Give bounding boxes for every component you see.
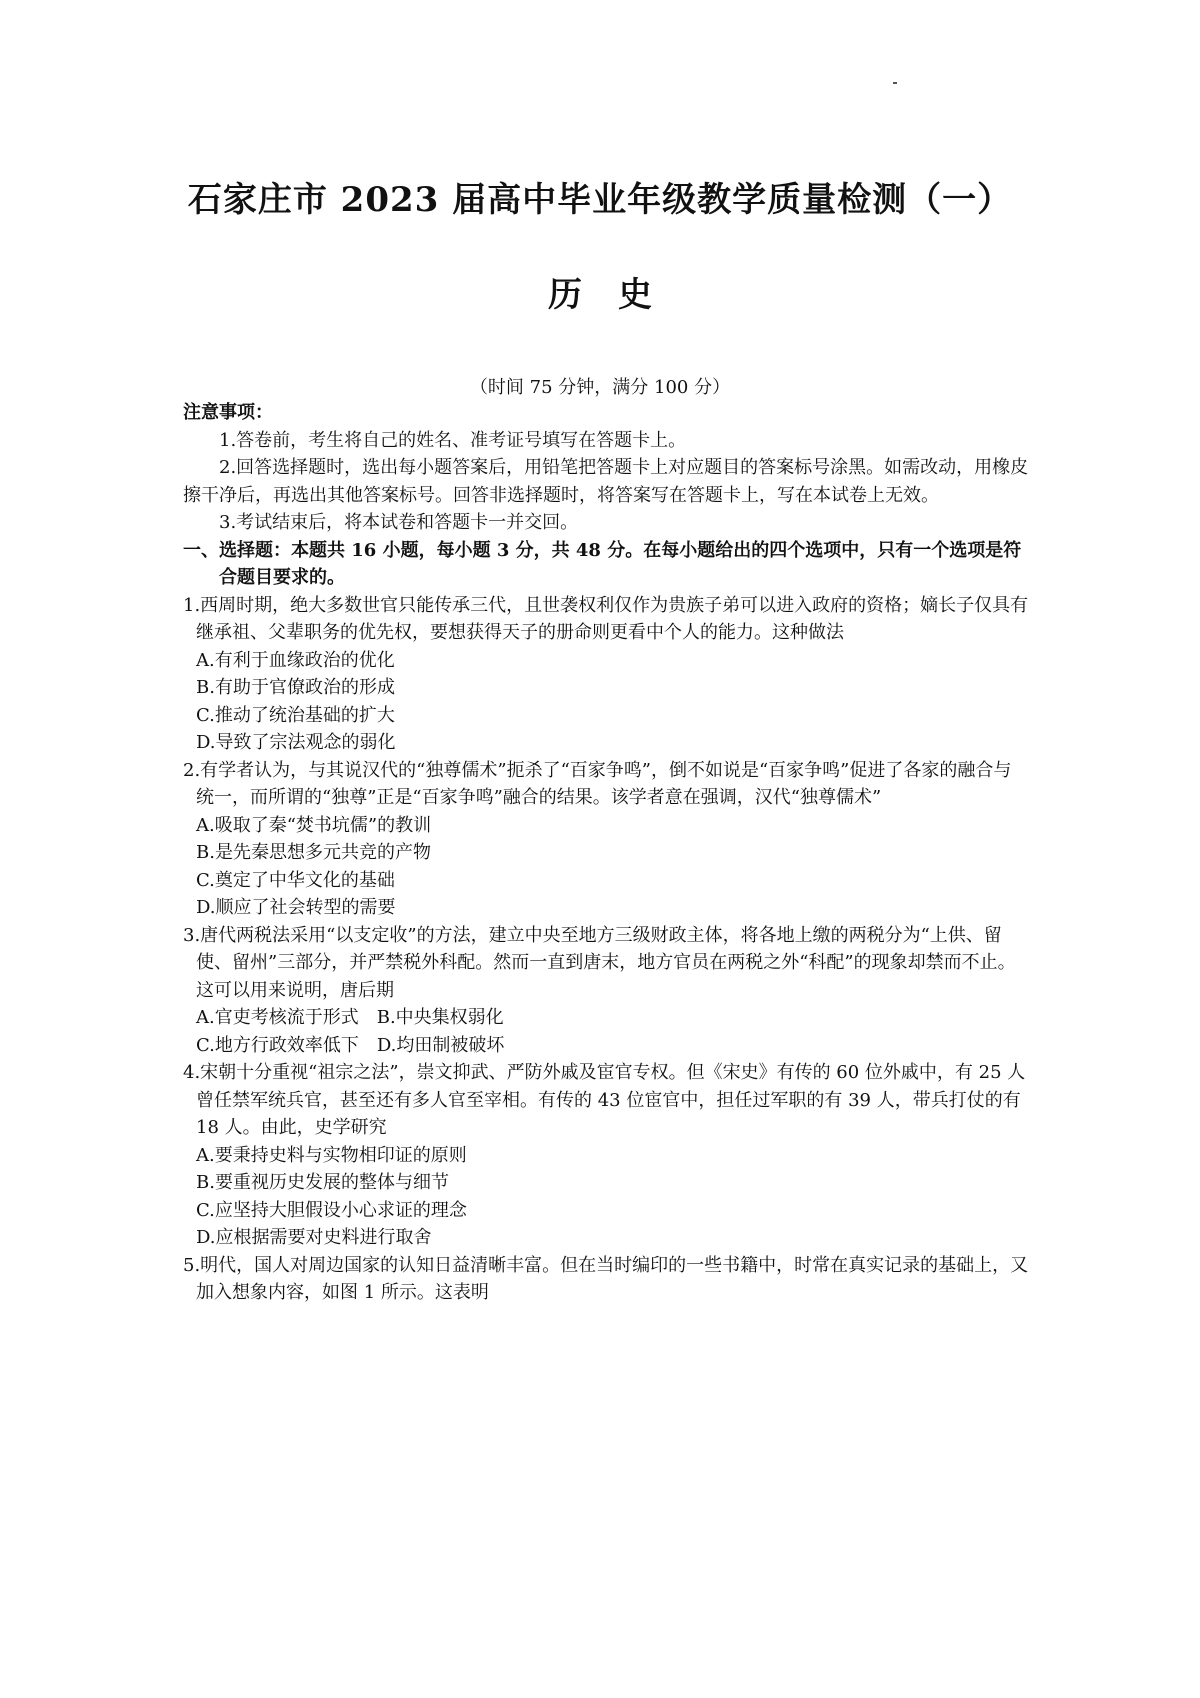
question-stem: 2.有学者认为，与其说汉代的“独尊儒术”扼杀了“百家争鸣”，倒不如说是“百家争鸣”促进了各家的融合与统一，而所谓的“独尊”正是“百家争鸣”融合的结果。该学者意在强调，汉代“独尊儒术” xyxy=(183,759,1012,808)
question-stem: 3.唐代两税法采用“以支定收”的方法，建立中央至地方三级财政主体，将各地上缴的两税分为“上供、留使、留州”三部分，并严禁税外科配。然而一直到唐末，地方官员在两税之外“科配”的现象却禁而不止。这可以用来说明，唐后期 xyxy=(183,924,1016,1001)
notice-item: 3.考试结束后，将本试卷和答题卡一并交回。 xyxy=(219,512,579,533)
question-stem: 1.西周时期，绝大多数世官只能传承三代，且世袭权利仅作为贵族子弟可以进入政府的资格；嫡长子仅具有继承祖、父辈职务的优先权，要想获得天子的册命则更看中个人的能力。这种做法 xyxy=(183,594,1029,643)
option-a: A.有利于血缘政治的优化 xyxy=(196,649,395,671)
option-row xyxy=(183,1032,1029,1060)
option-a: A.要秉持史料与实物相印证的原则 xyxy=(196,1144,467,1166)
option-row xyxy=(183,1004,1029,1032)
question-1 xyxy=(183,592,1029,757)
option-c: C.地方行政效率低下 xyxy=(196,1034,359,1056)
question-stem: 5.明代，国人对周边国家的认知日益清晰丰富。但在当时编印的一些书籍中，时常在真实记录的基础上，又加入想象内容，如图 1 所示。这表明 xyxy=(183,1254,1029,1303)
exam-title: 石家庄市 2023 届高中毕业年级教学质量检测（一） xyxy=(187,180,1013,220)
question-stem: 4.宋朝十分重视“祖宗之法”，崇文抑武、严防外戚及宦官专权。但《宋史》有传的 60 位外戚中，有 25 人曾任禁军统兵官，甚至还有多人官至宰相。有传的 43 位宦官中，担任过军职的有 39 人，带兵打仗的有 18 人。由此，史学研究 xyxy=(183,1062,1026,1138)
option-b: B.是先秦思想多元共竞的产物 xyxy=(196,842,431,863)
scan-mark xyxy=(893,82,897,84)
section-heading: 一、选择题：本题共 16 小题，每小题 3 分，共 48 分。在每小题给出的四个选项中，只有一个选项是符合题目要求的。 xyxy=(183,539,1022,588)
option-d: D.均田制被破坏 xyxy=(376,1034,505,1056)
time-note: （时间 75 分钟，满分 100 分） xyxy=(469,377,731,398)
option-b: B.要重视历史发展的整体与细节 xyxy=(196,1172,449,1193)
option-d: D.顺应了社会转型的需要 xyxy=(196,897,396,918)
option-a: A.吸取了秦“焚书坑儒”的教训 xyxy=(196,814,432,836)
notice-heading: 注意事项： xyxy=(183,402,273,423)
question-4 xyxy=(183,1059,1029,1252)
option-a: A.官吏考核流于形式 xyxy=(196,1007,359,1028)
option-c: C.奠定了中华文化的基础 xyxy=(196,869,395,891)
question-5 xyxy=(183,1252,1029,1307)
notice-item: 1.答卷前，考生将自己的姓名、准考证号填写在答题卡上。 xyxy=(219,429,687,451)
question-2 xyxy=(183,757,1029,922)
option-c: C.推动了统治基础的扩大 xyxy=(196,704,395,726)
option-c: C.应坚持大胆假设小心求证的理念 xyxy=(196,1199,467,1221)
subject-title: 历史 xyxy=(548,275,688,315)
exam-body xyxy=(183,399,1029,1307)
option-b: B.中央集权弱化 xyxy=(376,1007,504,1028)
option-d: D.应根据需要对史料进行取舍 xyxy=(196,1227,432,1248)
notice-item: 2.回答选择题时，选出每小题答案后，用铅笔把答题卡上对应题目的答案标号涂黑。如需改动，用橡皮擦干净后，再选出其他答案标号。回答非选择题时，将答案写在答题卡上，写在本试卷上无效。 xyxy=(183,457,1029,506)
question-3 xyxy=(183,922,1029,1060)
option-b: B.有助于官僚政治的形成 xyxy=(196,677,395,698)
option-d: D.导致了宗法观念的弱化 xyxy=(196,732,396,753)
